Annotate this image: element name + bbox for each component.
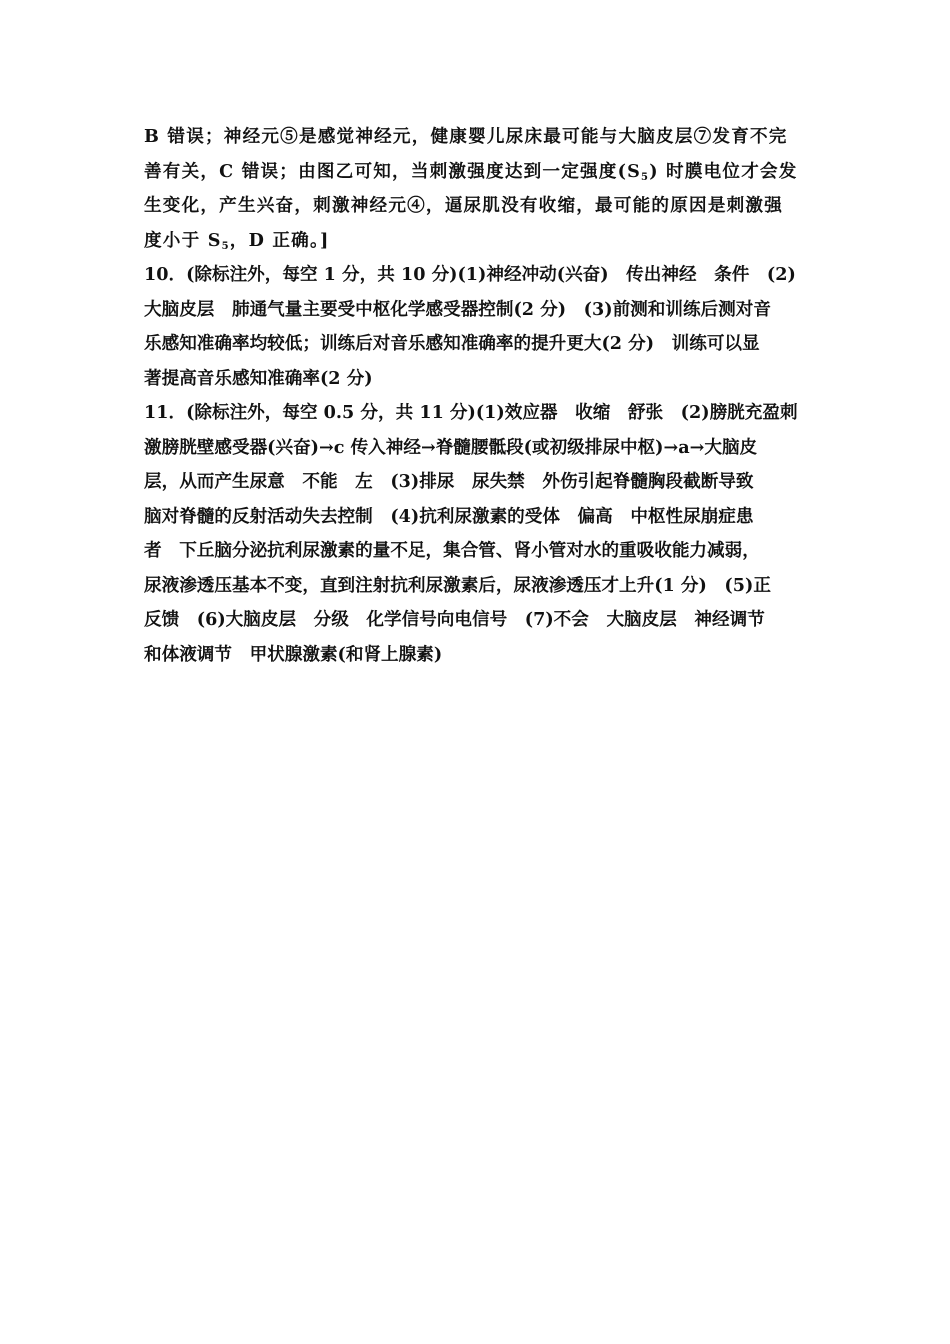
question-11-line-8: 和体液调节 甲状腺激素(和肾上腺素)	[144, 643, 443, 665]
explanation-line-3: 生变化，产生兴奋，刺激神经元④，逼尿肌没有收缩，最可能的原因是刺激强	[144, 195, 783, 216]
answer-page	[144, 120, 812, 672]
question-10-line-4: 著提高音乐感知准确率(2 分)	[144, 367, 373, 389]
question-11-line-2: 激膀胱壁感受器(兴奋)→c 传入神经→脊髓腰骶段(或初级排尿中枢)→a→大脑皮	[144, 436, 758, 458]
question-11-line-6: 尿液渗透压基本不变，直到注射抗利尿激素后，尿液渗透压才上升(1 分) (5)正	[144, 574, 771, 596]
explanation-line-1: B 错误；神经元⑤是感觉神经元，健康婴儿尿床最可能与大脑皮层⑦发育不完	[144, 126, 788, 147]
question-11-line-5: 者 下丘脑分泌抗利尿激素的量不足，集合管、肾小管对水的重吸收能力减弱，	[144, 540, 760, 561]
explanation-line-4: 度小于 $S_5$，D 正确。]	[144, 229, 330, 252]
question-11-line-3: 层，从而产生尿意 不能 左 (3)排尿 尿失禁 外伤引起脊髓胸段截断导致	[144, 471, 754, 492]
explanation-line-2: 善有关，C 错误；由图乙可知，当刺激强度达到一定强度$(S_5)$ 时膜电位才会发	[144, 160, 798, 183]
question-11-line-1: 11．(除标注外，每空 0.5 分，共 11 分)(1)效应器 收缩 舒张 (2)膀胱充盈刺	[144, 402, 798, 423]
question-11-line-7: 反馈 (6)大脑皮层 分级 化学信号向电信号 (7)不会 大脑皮层 神经调节	[144, 609, 765, 630]
question-10-line-3: 乐感知准确率均较低；训练后对音乐感知准确率的提升更大(2 分) 训练可以显	[144, 333, 760, 354]
question-11-line-4: 脑对脊髓的反射活动失去控制 (4)抗利尿激素的受体 偏高 中枢性尿崩症患	[144, 505, 754, 527]
question-10-line-2: 大脑皮层 肺通气量主要受中枢化学感受器控制(2 分) (3)前测和训练后测对音	[144, 298, 771, 320]
question-10-line-1: 10．(除标注外，每空 1 分，共 10 分)(1)神经冲动(兴奋) 传出神经 条件 (2)	[144, 264, 796, 285]
